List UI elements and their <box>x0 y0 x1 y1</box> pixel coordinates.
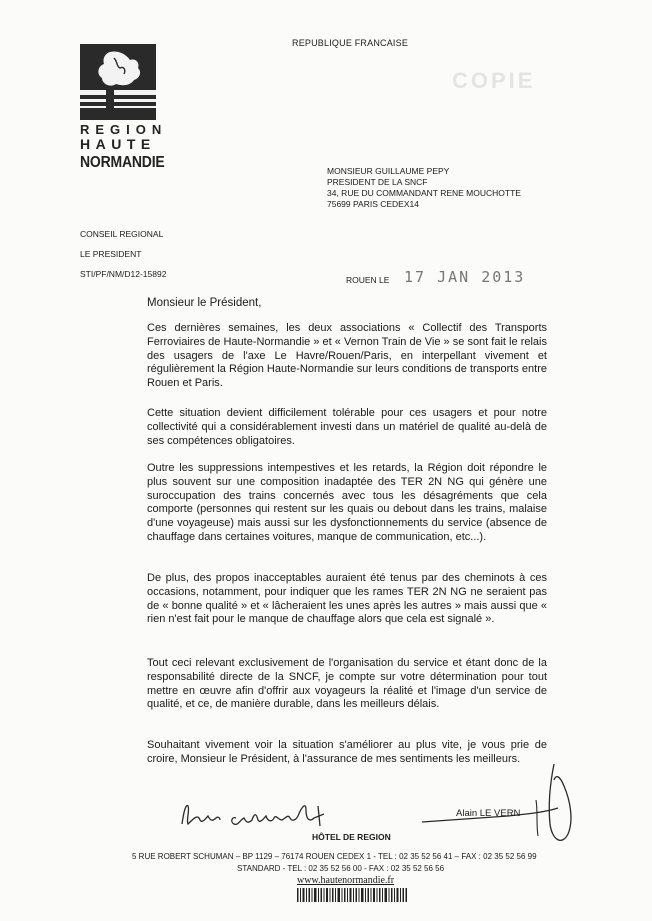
addressee-line: 75699 PARIS CEDEX14 <box>327 199 419 209</box>
letter-paragraph: Ces dernières semaines, les deux associations « Collectif des Transports Ferroviaires de Haute-Normandie » et « Vernon Train de Vie » se sont fait le relais des usagers de l'axe Le Havre/Rouen/Paris, en interpellant vivement et régulièrement la Région Haute-Normandie sur leurs conditions de transports entre Rouen et Paris. <box>147 322 547 390</box>
addressee-line: PRESIDENT DE LA SNCF <box>327 177 428 187</box>
logo-line-normandie: NORMANDIE <box>80 152 165 171</box>
republique-francaise: REPUBLIQUE FRANCAISE <box>292 38 409 48</box>
barcode <box>297 888 407 902</box>
addressee-line: 34, RUE DU COMMANDANT RENE MOUCHOTTE <box>327 188 521 198</box>
letter-paragraph: Souhaitant vivement voir la situation s'améliorer au plus vite, je vous prie de croire, Monsieur le Président, à l'assurance de mes sentiments les meilleurs. <box>147 739 547 765</box>
dateline-place: ROUEN LE <box>346 275 390 285</box>
addressee-block <box>327 166 521 210</box>
footer-hotel: HÔTEL DE REGION <box>312 832 391 842</box>
signer-name: Alain LE VERN <box>456 808 521 819</box>
salutation: Monsieur le Président, <box>147 297 262 309</box>
letter-paragraph: Outre les suppressions intempestives et les retards, la Région doit répondre le plus souvent sur une composition inadaptée des TER 2N NG qui génère une suroccupation des trains concernés avec tous les désagréments que cela comporte (personnes qui restent sur les quais ou debout dans les trains, malaise d'une voyageuse) mais aussi sur les dysfonctionnements du service (absence de chauffage dans certaines voitures, manque de communication, etc...). <box>147 462 547 543</box>
logo-line-haute: HAUTE <box>80 136 156 152</box>
copy-stamp: COPIE <box>452 68 536 93</box>
footer-address: 5 RUE ROBERT SCHUMAN – BP 1129 – 76174 ROUEN CEDEX 1 - TEL : 02 35 52 56 41 – FAX : 02 35 52 56 99 <box>132 852 537 861</box>
signature <box>418 760 576 850</box>
sender-reference: STI/PF/NM/D12-15892 <box>80 269 167 279</box>
letter-paragraph: De plus, des propos inacceptables auraient été tenus par des cheminots à ces occasions, notamment, pour indiquer que les rames TER 2N NG ne seraient pas de « bonne qualité » et « lâcheraient les unes après les autres » mais aussi que « rien n'est fait pour le manque de chauffage alors que cela est signalé ». <box>147 572 547 626</box>
handwritten-closing <box>178 796 338 836</box>
footer-standard: STANDARD - TEL : 02 35 52 56 00 - FAX : 02 35 52 56 56 <box>237 864 445 873</box>
sender-role: LE PRESIDENT <box>80 249 142 259</box>
addressee-line: MONSIEUR GUILLAUME PEPY <box>327 166 450 176</box>
sender-office: CONSEIL REGIONAL <box>80 229 164 239</box>
date-stamp: 17 JAN 2013 <box>404 268 526 286</box>
letter-paragraph: Tout ceci relevant exclusivement de l'organisation du service et étant donc de la responsabilité directe de la SNCF, je compte sur votre détermination pour tout mettre en œuvre afin d'offrir aux voyageurs la réalité et l'image d'un service de qualité, et ce, de manière durable, dans les meilleurs délais. <box>147 657 547 711</box>
region-logo-text <box>80 122 168 171</box>
logo-line-region: REGION <box>80 122 168 137</box>
letter-paragraph: Cette situation devient difficilement tolérable pour ces usagers et pour notre collectivité qui a considérablement investi dans un matériel de qualité au-delà de ses compétences obligatoires. <box>147 407 547 447</box>
region-logo-icon <box>80 44 156 120</box>
footer-website-link[interactable]: www.hautenormandie.fr <box>297 875 395 886</box>
